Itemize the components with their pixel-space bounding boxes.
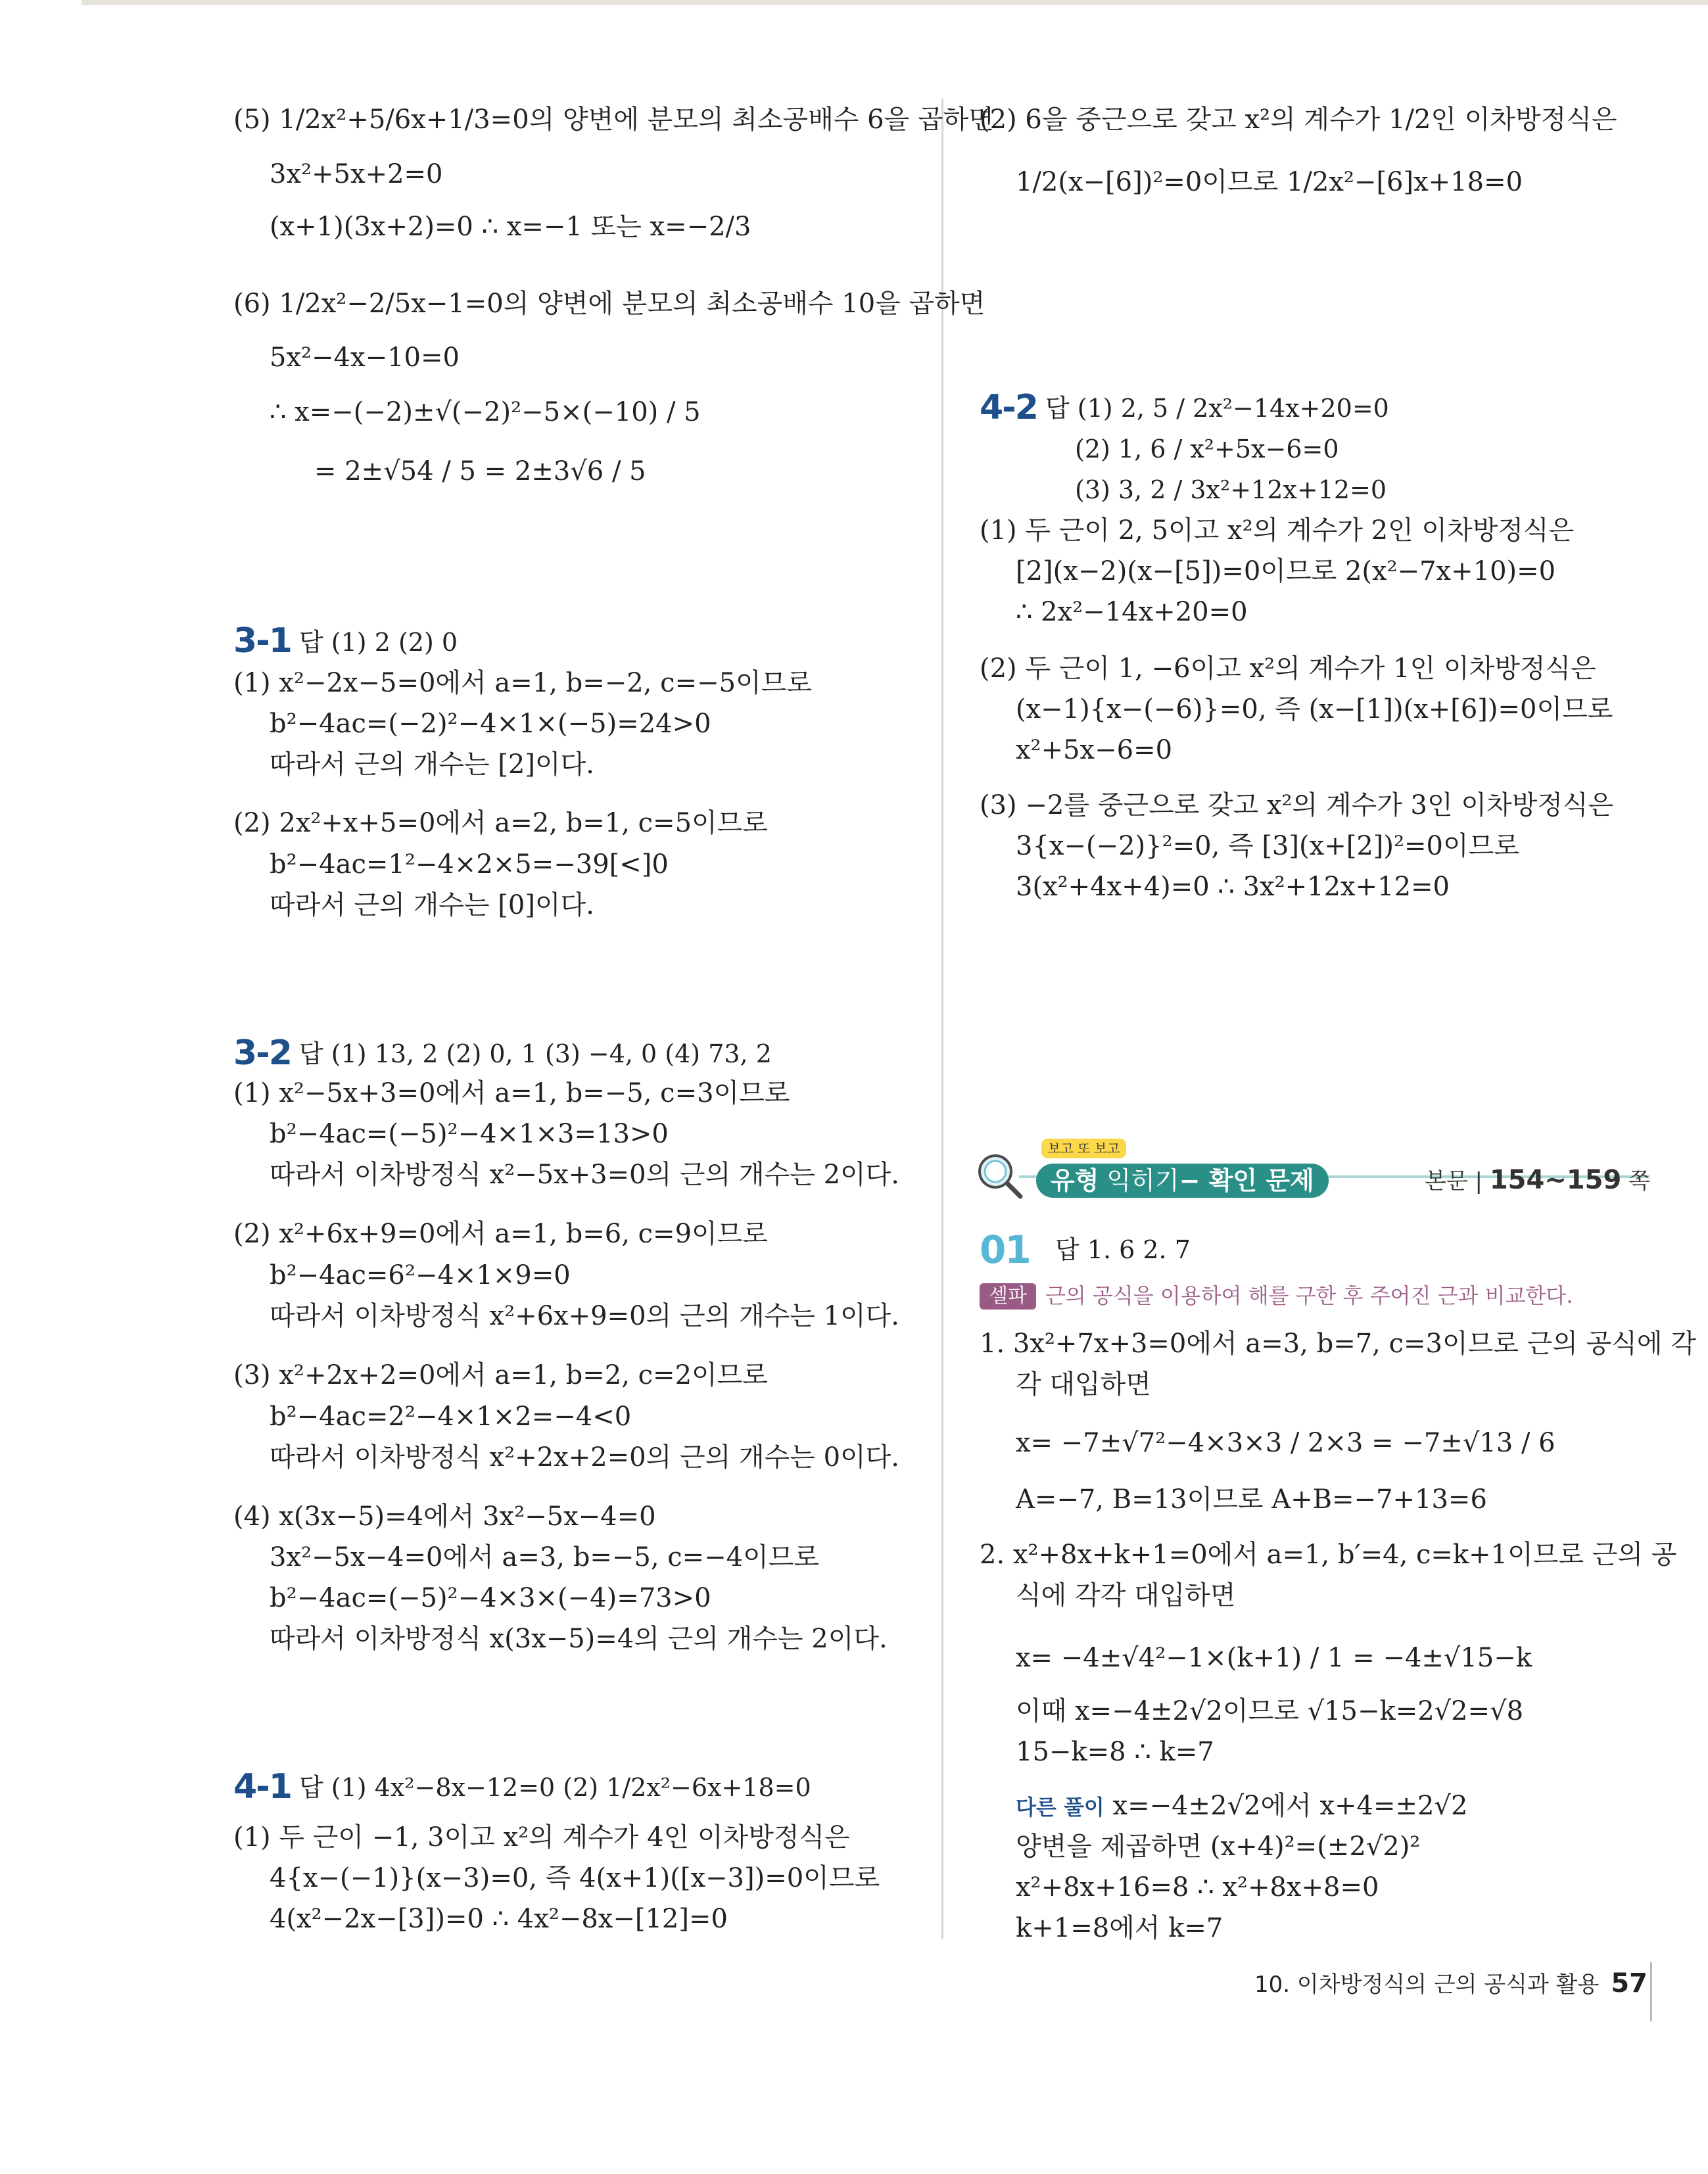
- hint-badge: 셀파: [980, 1283, 1036, 1310]
- solution-line: (5) 1/2x²+5/6x+1/3=0의 양변에 분모의 최소공배수 6을 곱하면: [233, 105, 994, 135]
- banner-tag: 보고 또 보고: [1041, 1139, 1126, 1158]
- answer-3-1: 답 (1) 2 (2) 0: [299, 628, 458, 657]
- solution-line: = 2±√54 / 5 = 2±3√6 / 5: [314, 456, 646, 486]
- solution-line: 3x²+5x+2=0: [270, 159, 443, 189]
- alt-line-text: x=−4±2√2에서 x+4=±2√2: [1112, 1791, 1468, 1821]
- solution-line: (1) x²−2x−5=0에서 a=1, b=−2, c=−5이므로: [233, 668, 812, 698]
- pages-suffix: 쪽: [1621, 1168, 1650, 1194]
- answer-4-2-a: 답 (1) 2, 5 / 2x²−14x+20=0: [1045, 394, 1389, 423]
- chapter-title: 10. 이차방정식의 근의 공식과 활용: [1254, 1972, 1600, 1998]
- banner-title-light: 익히기: [1099, 1166, 1179, 1195]
- solution-line: x= −7±√7²−4×3×3 / 2×3 = −7±√13 / 6: [1016, 1428, 1555, 1458]
- solution-line: ∴ 2x²−14x+20=0: [1016, 597, 1248, 627]
- solution-line: 3(x²+4x+4)=0 ∴ 3x²+12x+12=0: [1016, 872, 1450, 902]
- alt-solution-line: k+1=8에서 k=7: [1016, 1913, 1223, 1943]
- section-label-3-1: 3-1: [233, 621, 291, 661]
- solution-line: (3) −2를 중근으로 갖고 x²의 계수가 3인 이차방정식은: [980, 790, 1614, 820]
- solution-line: (2) 2x²+x+5=0에서 a=2, b=1, c=5이므로: [233, 808, 768, 838]
- section-label-3-2: 3-2: [233, 1033, 291, 1073]
- alt-label: 다른 풀이: [1016, 1795, 1104, 1820]
- solution-line: 따라서 근의 개수는 [0]이다.: [270, 890, 594, 920]
- solution-line: 4{x−(−1)}(x−3)=0, 즉 4(x+1)([x−3])=0이므로: [270, 1863, 880, 1893]
- solution-line: ∴ x=−(−2)±√(−2)²−5×(−10) / 5: [270, 397, 701, 427]
- solution-line: 각 대입하면: [1016, 1369, 1151, 1400]
- section-label-4-1: 4-1: [233, 1767, 291, 1807]
- solution-line: (3) x²+2x+2=0에서 a=1, b=2, c=2이므로: [233, 1360, 768, 1390]
- solution-line: (6) 1/2x²−2/5x−1=0의 양변에 분모의 최소공배수 10을 곱하면: [233, 289, 985, 319]
- solution-line: b²−4ac=(−2)²−4×1×(−5)=24>0: [270, 709, 711, 739]
- solution-line: 이때 x=−4±2√2이므로 √15−k=2√2=√8: [1016, 1696, 1524, 1726]
- alt-solution-line: 양변을 제곱하면 (x+4)²=(±2√2)²: [1016, 1831, 1421, 1862]
- answer-4-2-b: (2) 1, 6 / x²+5x−6=0: [1075, 435, 1339, 463]
- problem-number: 01: [980, 1227, 1030, 1272]
- pages-prefix: 본문 |: [1425, 1168, 1490, 1194]
- alt-solution-line: [1016, 1788, 1467, 1825]
- section-label-4-2: 4-2: [980, 388, 1037, 427]
- answer-01: 답 1. 6 2. 7: [1055, 1235, 1191, 1264]
- pages-range: 154~159: [1489, 1165, 1622, 1195]
- solution-line: 3x²−5x−4=0에서 a=3, b=−5, c=−4이므로: [270, 1542, 820, 1572]
- solution-line: (2) x²+6x+9=0에서 a=1, b=6, c=9이므로: [233, 1219, 768, 1249]
- solution-line: (1) 두 근이 2, 5이고 x²의 계수가 2인 이차방정식은: [980, 515, 1575, 546]
- answer-3-2: 답 (1) 13, 2 (2) 0, 1 (3) −4, 0 (4) 73, 2: [299, 1039, 772, 1068]
- answer-4-2-c: (3) 3, 2 / 3x²+12x+12=0: [1075, 475, 1387, 504]
- solution-line: 15−k=8 ∴ k=7: [1016, 1737, 1214, 1767]
- solution-line: [2](x−2)(x−[5])=0이므로 2(x²−7x+10)=0: [1016, 556, 1556, 586]
- top-border: [82, 0, 1708, 5]
- solution-line: (4) x(3x−5)=4에서 3x²−5x−4=0: [233, 1501, 656, 1532]
- solution-line: 4(x²−2x−[3])=0 ∴ 4x²−8x−[12]=0: [270, 1904, 728, 1934]
- solution-line: (2) 6을 중근으로 갖고 x²의 계수가 1/2인 이차방정식은: [980, 105, 1617, 135]
- solution-line: 따라서 이차방정식 x(3x−5)=4의 근의 개수는 2이다.: [270, 1624, 888, 1654]
- solution-line: (1) 두 근이 −1, 3이고 x²의 계수가 4인 이차방정식은: [233, 1822, 850, 1853]
- solution-line: 5x²−4x−10=0: [270, 343, 460, 373]
- solution-line: (1) x²−5x+3=0에서 a=1, b=−5, c=3이므로: [233, 1078, 790, 1108]
- solution-line: 따라서 이차방정식 x²+6x+9=0의 근의 개수는 1이다.: [270, 1301, 900, 1331]
- solution-line: (x+1)(3x+2)=0 ∴ x=−1 또는 x=−2/3: [270, 212, 751, 242]
- alt-solution-line: x²+8x+16=8 ∴ x²+8x+8=0: [1016, 1872, 1379, 1902]
- banner-title: [1036, 1164, 1329, 1198]
- solution-line: 식에 각각 대입하면: [1016, 1580, 1236, 1611]
- banner-title-rest: − 확인 문제: [1179, 1166, 1314, 1195]
- solution-line: b²−4ac=2²−4×1×2=−4<0: [270, 1402, 632, 1432]
- solution-line: 1. 3x²+7x+3=0에서 a=3, b=7, c=3이므로 근의 공식에 각: [980, 1329, 1696, 1359]
- solution-line: b²−4ac=1²−4×2×5=−39[<]0: [270, 849, 669, 880]
- magnifier-icon: [973, 1148, 1026, 1200]
- solution-line: b²−4ac=(−5)²−4×1×3=13>0: [270, 1119, 669, 1149]
- solution-line: (2) 두 근이 1, −6이고 x²의 계수가 1인 이차방정식은: [980, 653, 1596, 684]
- hint-line: [980, 1277, 1573, 1313]
- page-number: 57: [1611, 1968, 1648, 1998]
- page-footer: [1254, 1967, 1648, 2001]
- column-divider: [941, 99, 943, 1939]
- banner-title-bold: 유형: [1051, 1166, 1099, 1195]
- footer-rule: [1650, 1962, 1652, 2021]
- solution-line: 따라서 근의 개수는 [2]이다.: [270, 749, 594, 780]
- solution-line: x²+5x−6=0: [1016, 735, 1173, 765]
- solution-line: (x−1){x−(−6)}=0, 즉 (x−[1])(x+[6])=0이므로: [1016, 694, 1613, 724]
- solution-line: 3{x−(−2)}²=0, 즉 [3](x+[2])²=0이므로: [1016, 831, 1519, 861]
- solution-line: 2. x²+8x+k+1=0에서 a=1, b′=4, c=k+1이므로 근의 공: [980, 1540, 1677, 1570]
- section-banner: [973, 1141, 1650, 1202]
- solution-line: b²−4ac=(−5)²−4×3×(−4)=73>0: [270, 1583, 711, 1613]
- solution-line: 따라서 이차방정식 x²+2x+2=0의 근의 개수는 0이다.: [270, 1442, 900, 1473]
- solution-line: x= −4±√4²−1×(k+1) / 1 = −4±√15−k: [1016, 1643, 1532, 1673]
- solution-line: A=−7, B=13이므로 A+B=−7+13=6: [1016, 1484, 1487, 1515]
- hint-text: 근의 공식을 이용하여 해를 구한 후 주어진 근과 비교한다.: [1045, 1283, 1573, 1308]
- solution-line: 따라서 이차방정식 x²−5x+3=0의 근의 개수는 2이다.: [270, 1160, 900, 1190]
- answer-4-1: 답 (1) 4x²−8x−12=0 (2) 1/2x²−6x+18=0: [299, 1773, 811, 1802]
- solution-line: 1/2(x−[6])²=0이므로 1/2x²−[6]x+18=0: [1016, 167, 1523, 197]
- banner-pages: [1425, 1164, 1650, 1198]
- solution-line: b²−4ac=6²−4×1×9=0: [270, 1260, 571, 1290]
